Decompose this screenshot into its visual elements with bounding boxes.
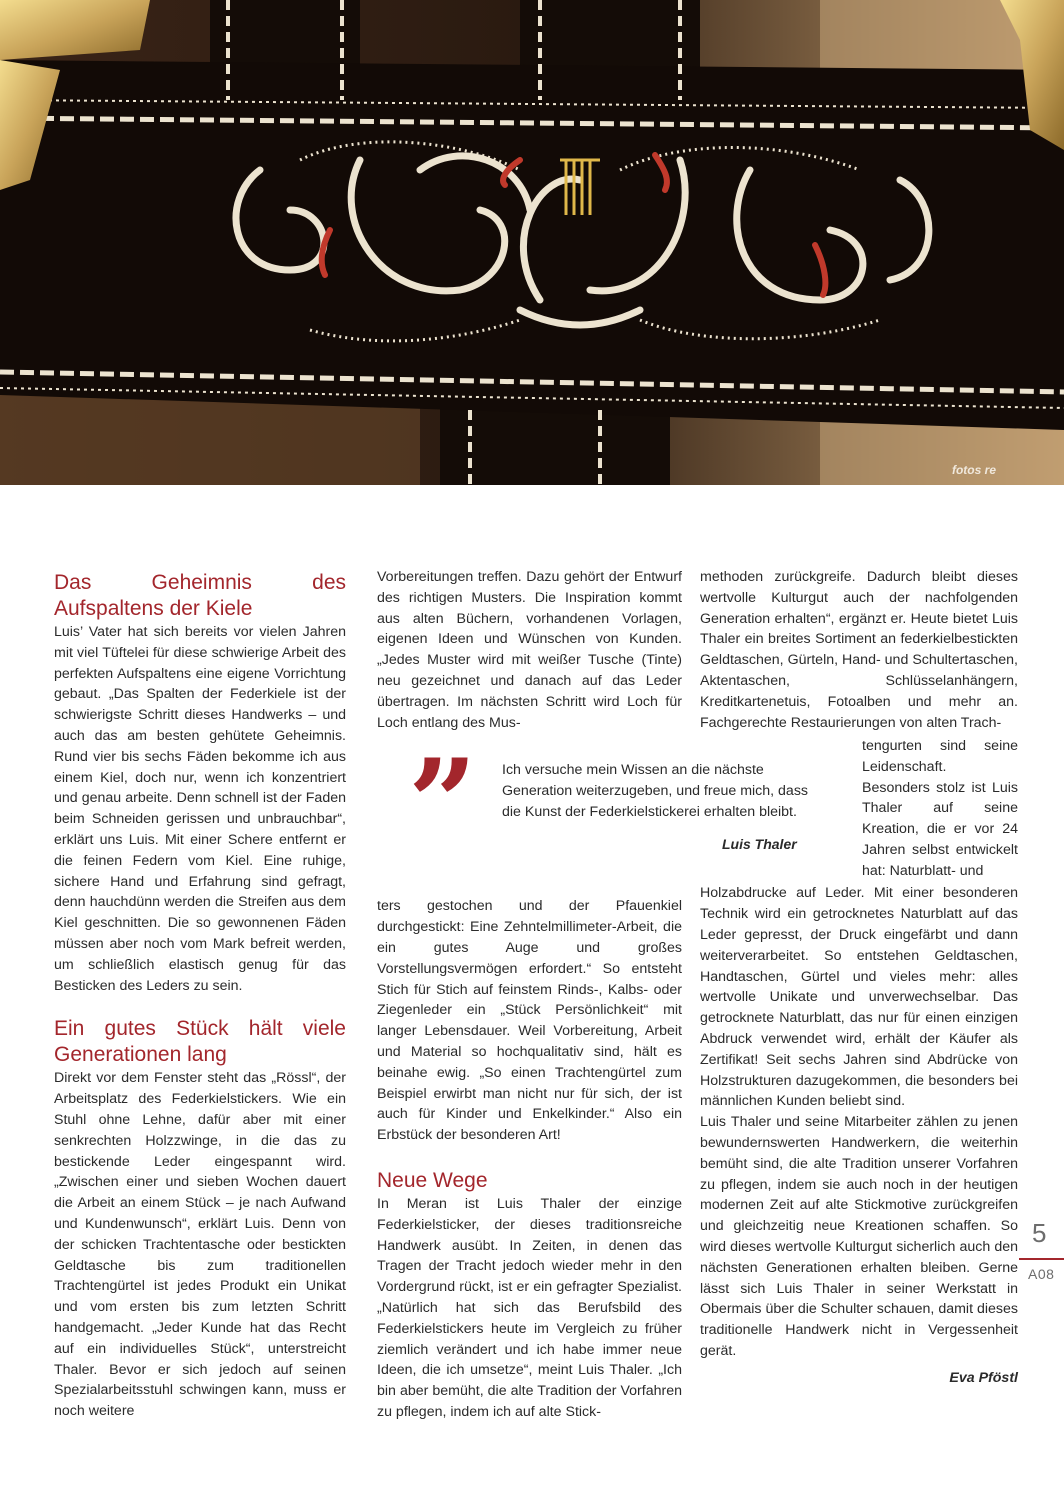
paragraph-new-ways: In Meran ist Luis Thaler der einzige Federkielsticker, der dieses traditionsreiche Handwerk ausübt. In Zeiten, in denen das Tragen der Tracht jedoch wieder mehr in den Vordergrund rückt, ist er ein gefragter Spezialist. „Natürlich hat sich das Berufsbild des Federkielstickers heute im Vergleich zu früher ziemlich verändert und ich habe immer neue Ideen, die ich umsetze“, meint Luis Thaler. „Ich bin aber bemüht, die alte Tradition der Vorfahren zu pflegen, indem ich auf alte Stick- xyxy=(377,1195,682,1420)
paragraph-tradition: Luis Thaler und seine Mitarbeiter zählen zu jenen bewundernswerten Handwerkern, die weiterhin bemüht sind, die alte Tradition unserer Vorfahren zu pflegen, indem sie auch noch in der heutigen modernen Zeit auf alte Stickmotive zurückgreifen und gleichzeitig neue Kreationen schaffen. So wird dieses wertvolle Kulturgut sicherlich auch den nächsten Generationen erhalten bleiben. Gerne lässt sich Luis Thaler in seiner Werkstatt in Obermais über die Schulter schauen, damit dieses traditionelle Handwerk nicht in Vergessenheit gerät. xyxy=(700,1114,1018,1359)
paragraph-assortment: methoden zurückgreife. Dadurch bleibt dieses wertvolle Kulturgut auch der nachfolgenden Generation erhalten“, ergänzt er. Heute bietet Luis Thaler ein breites Sortiment an federkielbestickten Geldtaschen, Gürteln, Hand- und Schultertaschen, Aktentaschen, Schlüsselanhängern, Kreditkartenetuis, Fotoalben und mehr an. Fachgerechte Restaurierungen von alten Trach- xyxy=(700,569,1018,731)
paragraph-stitching: ters gestochen und der Pfauenkiel durchgestickt: Eine Zehntelmillimeter-Arbeit, die ein gutes Auge und großes Vorstellungsvermögen erfordert.“ So entsteht Stich für Stich auf feinstem Rinds-, Kalbs- oder Ziegenleder ein „Stück Persönlichkeit“ mit langer Lebensdauer. Weil Vorbereitung, Arbeit und Material so hochqualitativ sind, hält es beinahe ewig. „So einen Trachtengürtel zum Beispiel erwirbt man nicht nur für sich, der ist auch für Kinder und Enkelkinder.“ Also ein Erbstück der besonderen Art! xyxy=(377,898,682,1144)
page-code: A08 xyxy=(1028,1266,1055,1282)
column-2 xyxy=(377,567,682,1423)
paragraph-generations: Direkt vor dem Fenster steht das „Rössl“, der Arbeitsplatz des Federkielstickers. Wie ein Stuhl ohne Lehne, dafür aber mit einer senkrechten Holzzwinge, in die das zu bestickende Leder eingespannt wird. „Zwischen einer und sieben Wochen dauert die Arbeit an einem Stück – je nach Aufwand und Kundenwunsch“, erklärt Luis. Denn von der schicken Trachtentasche oder bestickten Geldtasche bis zum traditionellen Trachtengürtel ist jedes Produkt ein Unikat und vom ersten bis zum letzten Schritt handgemacht. „Jeder Kunde hat das Recht auf ein individuelles Stück“, unterstreicht Thaler. Bevor er sich jedoch auf seinen Spezialarbeitsstuhl schwingen kann, muss er noch weitere xyxy=(54,1070,346,1420)
author-signature: Eva Pföstl xyxy=(949,1369,1018,1386)
column-3 xyxy=(700,567,1018,1389)
heading-secret: Das Geheimnis des Aufspaltens der Kiele xyxy=(54,571,346,620)
paragraph-preparation: Vorbereitungen treffen. Dazu gehört der Entwurf des richtigen Musters. Die Inspiration kommt aus alten Büchern, vorhandenen Vorlagen, eigenen Ideen und Wünschen von Kunden. „Jedes Muster wird mit weißer Tusche (Tinte) neu gezeichnet und danach auf das Leder übertragen. Im nächsten Schritt wird Loch für Loch entlang des Mus- xyxy=(377,569,682,731)
photo-credit: fotos re xyxy=(951,463,996,477)
column-3-wrap-text: tengurten sind seine Leidenschaft. Besonders stolz ist Luis Thaler auf seine Kreation, die er vor 24 Jahren selbst entwickelt hat: Naturblatt- und xyxy=(862,738,1018,879)
quote-mark-icon: ” xyxy=(408,733,478,874)
quote-author: Luis Thaler xyxy=(722,836,797,852)
heading-generations: Ein gutes Stück hält viele Generationen lang xyxy=(54,1017,346,1067)
heading-new-ways: Neue Wege xyxy=(377,1168,488,1192)
column-1 xyxy=(54,570,346,1422)
page-number-rule xyxy=(1019,1258,1064,1260)
quote-text: Ich versuche mein Wissen an die nächste Generation weiterzugeben, und freue mich, dass die Kunst der Federkielstickerei erhalten bleibt. xyxy=(502,762,809,820)
embroidered-belt-illustration xyxy=(0,0,1064,485)
paragraph-leaf-prints: Holzabdrucke auf Leder. Mit einer besonderen Technik wird ein getrocknetes Naturblatt auf das Leder gepresst, der Druck eingefärbt und dann weiterverarbeitet. So entstehen Geldtaschen, Handtaschen, Gürtel und vieles mehr: alles wertvolle Unikate und unverwechselbar. Das getrocknete Naturblatt, das nur für einen einzigen Abdruck verwendet wird, erhält der Käufer als Zertifikat! Seit sechs Jahren sind Abdrücke von Holzstrukturen dazugekommen, die besonders bei männlichen Kunden beliebt sind. xyxy=(700,885,1018,1110)
page-number: 5 xyxy=(1032,1218,1047,1248)
hero-photo xyxy=(0,0,1064,485)
paragraph-secret: Luis’ Vater hat sich bereits vor vielen Jahren mit viel Tüftelei für diese schwierige Arbeit des perfekten Aufspaltens eine eigene Vorrichtung gebaut. „Das Spalten der Federkiele ist der schwierigste Schritt dieses Handwerks – und auch das am besten gehütete Geheimnis. Rund vier bis sechs Fäden bekomme ich aus einem Kiel, doch nur, wenn ich konzentriert und genau arbeite. Denn schnell ist der Faden beim Schneiden gerissen und unbrauchbar“, erklärt uns Luis. Mit einer Schere entfernt er die feinen Federn vom Kiel. Eine ruhige, sichere Hand und Erfahrung sind gefragt, denn hauchdünn werden die Streifen aus dem Kiel geschnitten. Die so gewonnenen Fäden müssen aber noch vom Mark befreit werden, um schließlich elastisch genug für das Besticken des Leders zu sein. xyxy=(54,624,346,994)
